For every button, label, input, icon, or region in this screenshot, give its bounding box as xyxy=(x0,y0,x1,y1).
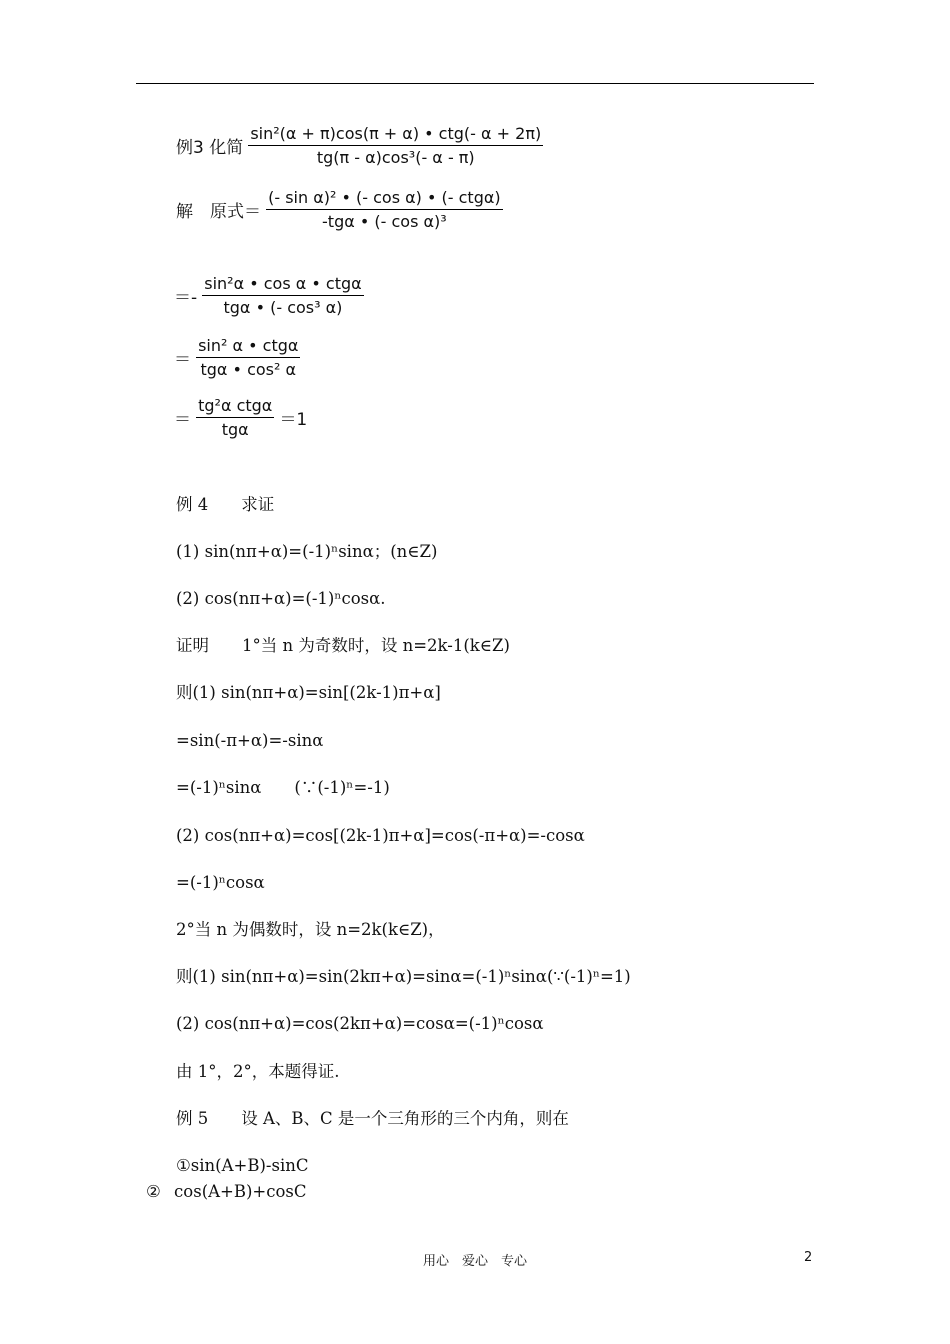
list-item-text: cos(A+B)+cosC xyxy=(174,1182,307,1201)
example-3-label: 例3 化简 xyxy=(176,138,244,158)
fraction-denominator: tgα xyxy=(221,420,249,439)
proof-line: =(-1)ⁿsinα (∵(-1)ⁿ=-1) xyxy=(176,778,390,797)
equals-prefix: ＝ xyxy=(174,410,191,430)
page-footer: 用心 爱心 专心 xyxy=(422,1254,527,1269)
solution-step-3 xyxy=(174,336,300,379)
fraction-denominator: tgα • cos² α xyxy=(200,360,297,379)
fraction-numerator: sin²(α + π)cos(π + α) • ctg(- α + 2π) xyxy=(248,124,543,146)
list-marker: ② xyxy=(146,1182,161,1201)
list-item-1: ①sin(A+B)-sinC xyxy=(176,1156,309,1175)
list-item-2 xyxy=(146,1182,307,1202)
solution-step-4 xyxy=(174,396,307,439)
example-3-fraction xyxy=(248,124,543,167)
example-4-title: 例 4 求证 xyxy=(176,495,275,514)
equals-prefix: ＝ xyxy=(174,350,191,370)
example-3 xyxy=(176,124,543,167)
proof-line: =(-1)ⁿcosα xyxy=(176,873,265,892)
solution-step-1 xyxy=(176,188,503,231)
statement-2: (2) cos(nπ+α)=(-1)ⁿcosα. xyxy=(176,589,386,608)
statement-1: (1) sin(nπ+α)=(-1)ⁿsinα；(n∈Z) xyxy=(176,542,438,561)
result-suffix: ＝1 xyxy=(279,410,308,430)
fraction-denominator: tg(π - α)cos³(- α - π) xyxy=(316,148,475,167)
proof-case-even: 2°当 n 为偶数时，设 n=2k(k∈Z)， xyxy=(176,920,445,939)
step-4-fraction xyxy=(196,396,274,439)
header-rule xyxy=(136,83,814,84)
proof-line: (2) cos(nπ+α)=cos(2kπ+α)=cosα=(-1)ⁿcosα xyxy=(176,1014,544,1033)
step-1-fraction xyxy=(266,188,503,231)
proof-line: 则(1) sin(nπ+α)=sin[(2k-1)π+α] xyxy=(176,683,441,702)
solution-step-2 xyxy=(174,274,364,317)
proof-line: (2) cos(nπ+α)=cos[(2k-1)π+α]=cos(-π+α)=-cosα xyxy=(176,826,585,845)
solution-label: 解 原式＝ xyxy=(176,202,261,222)
fraction-denominator: -tgα • (- cos α)³ xyxy=(322,212,447,231)
fraction-numerator: sin²α • cos α • ctgα xyxy=(202,274,363,296)
fraction-numerator: tg²α ctgα xyxy=(196,396,274,418)
proof-line: 则(1) sin(nπ+α)=sin(2kπ+α)=sinα=(-1)ⁿsinα(∵(-1)ⁿ=1) xyxy=(176,967,631,986)
equals-prefix: ＝- xyxy=(174,288,198,308)
proof-conclusion: 由 1°，2°，本题得证. xyxy=(176,1062,340,1081)
page-number: 2 xyxy=(804,1250,813,1265)
fraction-numerator: sin² α • ctgα xyxy=(196,336,300,358)
fraction-denominator: tgα • (- cos³ α) xyxy=(223,298,343,317)
fraction-numerator: (- sin α)² • (- cos α) • (- ctgα) xyxy=(266,188,503,210)
proof-case-odd: 证明 1°当 n 为奇数时，设 n=2k-1(k∈Z) xyxy=(176,636,510,655)
example-5-title: 例 5 设 A、B、C 是一个三角形的三个内角，则在 xyxy=(176,1109,569,1128)
step-2-fraction xyxy=(202,274,363,317)
proof-line: =sin(-π+α)=-sinα xyxy=(176,731,324,750)
step-3-fraction xyxy=(196,336,300,379)
